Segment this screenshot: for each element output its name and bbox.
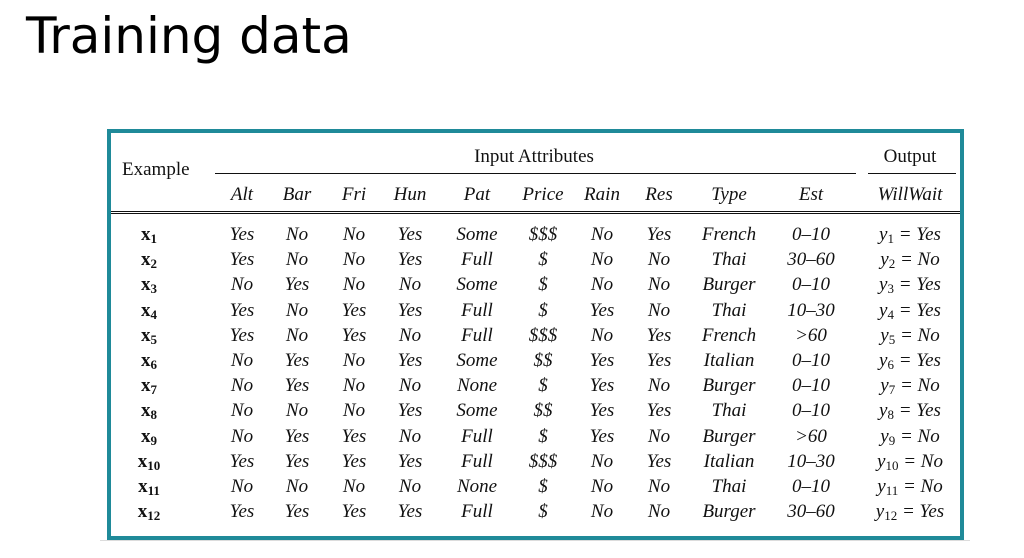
cell-pat: Some (456, 274, 498, 295)
example-index: 4 (150, 307, 157, 322)
cell-rain: No (590, 274, 614, 295)
cell-fri: No (342, 375, 366, 396)
example-variable: x (141, 249, 151, 270)
cell-pat: Some (456, 350, 498, 371)
example-label (141, 325, 157, 347)
example-index: 11 (147, 483, 160, 498)
cell-res: No (647, 501, 671, 522)
cell-rain: Yes (589, 400, 615, 421)
output-variable: y (877, 476, 886, 497)
output-value: = No (895, 375, 940, 396)
cell-pat: Some (456, 400, 498, 421)
output-value: = Yes (893, 400, 941, 421)
output-cell (879, 300, 941, 322)
cell-res: Yes (646, 350, 672, 371)
output-cell (876, 501, 944, 523)
example-index: 6 (150, 357, 157, 372)
cell-res: No (647, 249, 671, 270)
cell-alt: Yes (229, 501, 255, 522)
cell-res: No (647, 476, 671, 497)
output-index: 3 (887, 281, 894, 296)
cell-hun: Yes (397, 501, 423, 522)
output-index: 1 (887, 231, 894, 246)
output-cell (879, 274, 941, 296)
cell-rain: No (590, 476, 614, 497)
cell-fri: No (342, 274, 366, 295)
output-variable: y (879, 274, 888, 295)
cell-fri: No (342, 224, 366, 245)
output-index: 2 (888, 256, 896, 271)
example-variable: x (138, 476, 148, 497)
output-cell (879, 350, 941, 372)
output-value: = No (895, 249, 940, 270)
cell-rain: Yes (589, 350, 615, 371)
output-index: 5 (888, 332, 896, 347)
cell-pat: None (456, 375, 498, 396)
cell-hun: Yes (397, 300, 423, 321)
example-label (141, 350, 157, 372)
cell-type: Italian (703, 451, 755, 472)
output-index: 11 (885, 483, 899, 498)
example-index: 10 (147, 458, 161, 473)
output-cell (880, 426, 939, 448)
cell-fri: No (342, 350, 366, 371)
cell-fri: Yes (341, 325, 367, 346)
cell-est: 10–30 (787, 451, 835, 472)
cell-hun: No (398, 325, 422, 346)
example-index: 5 (150, 332, 157, 347)
output-cell (877, 476, 942, 498)
cell-bar: Yes (284, 350, 310, 371)
output-value: = No (898, 476, 943, 497)
cell-bar: Yes (284, 501, 310, 522)
output-rule (868, 173, 956, 174)
output-variable: y (880, 249, 889, 270)
example-index: 12 (147, 508, 161, 523)
output-variable: y (877, 451, 886, 472)
cell-type: Thai (711, 249, 747, 270)
cell-pat: Full (461, 426, 493, 447)
cell-hun: Yes (397, 400, 423, 421)
cell-fri: Yes (341, 300, 367, 321)
cell-bar: Yes (284, 274, 310, 295)
cell-hun: Yes (397, 451, 423, 472)
example-label (141, 400, 157, 422)
cell-alt: Yes (229, 451, 255, 472)
output-variable: y (880, 325, 889, 346)
cell-rain: No (590, 249, 614, 270)
training-data-table (107, 129, 964, 540)
attribute-header-res: Res (645, 184, 673, 205)
cell-price: $ (538, 375, 548, 396)
cell-alt: No (230, 400, 254, 421)
example-variable: x (141, 350, 151, 371)
cell-fri: Yes (341, 501, 367, 522)
cell-rain: No (590, 325, 614, 346)
output-value: = No (898, 451, 943, 472)
cell-pat: None (456, 476, 498, 497)
example-index: 9 (150, 433, 157, 448)
cell-type: Thai (711, 300, 747, 321)
example-index: 3 (150, 281, 157, 296)
example-variable: x (141, 300, 151, 321)
cell-type: French (701, 325, 757, 346)
cell-est: 0–10 (792, 274, 830, 295)
example-label (141, 249, 157, 271)
example-label (138, 476, 160, 498)
cell-type: Italian (703, 350, 755, 371)
cell-bar: Yes (284, 426, 310, 447)
example-label (141, 300, 157, 322)
cell-fri: No (342, 476, 366, 497)
output-variable: y (879, 400, 888, 421)
output-cell (879, 224, 941, 246)
cell-type: Burger (702, 501, 756, 522)
cell-hun: No (398, 426, 422, 447)
output-value: = Yes (897, 501, 945, 522)
cell-res: Yes (646, 400, 672, 421)
cell-bar: No (285, 476, 309, 497)
cell-rain: No (590, 501, 614, 522)
cell-alt: No (230, 350, 254, 371)
cell-type: Burger (702, 274, 756, 295)
output-value: = Yes (893, 300, 941, 321)
output-variable: y (875, 501, 885, 522)
cell-alt: Yes (229, 300, 255, 321)
output-index: 8 (887, 407, 894, 422)
cell-est: 0–10 (792, 375, 830, 396)
cell-alt: No (230, 274, 254, 295)
example-index: 2 (150, 256, 157, 271)
input-attributes-header: Input Attributes (474, 146, 594, 167)
output-index: 9 (888, 433, 896, 448)
cell-type: Burger (702, 426, 756, 447)
example-label (141, 426, 157, 448)
cell-type: Thai (711, 400, 747, 421)
attribute-header-hun: Hun (393, 184, 427, 205)
cell-alt: No (230, 375, 254, 396)
output-variable: y (880, 426, 889, 447)
attribute-header-rain: Rain (584, 184, 620, 205)
cell-alt: Yes (229, 224, 255, 245)
cell-price: $ (538, 300, 548, 321)
example-variable: x (141, 224, 151, 245)
cell-est: 10–30 (787, 300, 835, 321)
cell-type: French (701, 224, 757, 245)
attribute-header-est: Est (798, 184, 824, 205)
cell-bar: Yes (284, 375, 310, 396)
output-variable: y (879, 300, 888, 321)
cell-type: Burger (702, 375, 756, 396)
attribute-header-bar: Bar (282, 184, 312, 205)
cell-bar: No (285, 400, 309, 421)
output-cell (880, 325, 939, 347)
output-cell (880, 375, 939, 397)
cell-pat: Full (461, 300, 493, 321)
cell-hun: No (398, 274, 422, 295)
cell-hun: Yes (397, 249, 423, 270)
cell-est: >60 (795, 426, 827, 447)
example-header: Example (122, 159, 190, 180)
example-variable: x (141, 400, 151, 421)
output-variable: y (879, 350, 888, 371)
cell-bar: No (285, 300, 309, 321)
cell-bar: No (285, 325, 309, 346)
cell-price: $ (538, 249, 548, 270)
output-index: 12 (884, 508, 898, 523)
cell-est: 0–10 (792, 400, 830, 421)
cell-rain: No (590, 451, 614, 472)
cell-fri: Yes (341, 451, 367, 472)
example-variable: x (137, 501, 148, 522)
example-variable: x (141, 375, 151, 396)
cell-price: $$$ (528, 451, 558, 472)
output-value: = Yes (893, 224, 941, 245)
cell-res: No (647, 426, 671, 447)
example-label (138, 501, 161, 523)
cell-price: $$$ (528, 325, 558, 346)
example-index: 7 (150, 382, 157, 397)
slide-title: Training data (26, 7, 352, 65)
example-label (141, 274, 157, 296)
output-variable: y (880, 375, 889, 396)
cell-res: No (647, 375, 671, 396)
example-variable: x (141, 274, 151, 295)
output-cell (880, 249, 939, 271)
cell-price: $$$ (528, 224, 558, 245)
cell-alt: No (230, 426, 254, 447)
attribute-header-pat: Pat (463, 184, 491, 205)
cell-fri: No (342, 400, 366, 421)
cell-est: 0–10 (792, 476, 830, 497)
cell-rain: Yes (589, 375, 615, 396)
cell-type: Thai (711, 476, 747, 497)
header-rule-bottom (111, 213, 960, 214)
cell-bar: No (285, 249, 309, 270)
cell-pat: Full (461, 451, 493, 472)
cell-hun: Yes (397, 350, 423, 371)
output-value: = No (895, 426, 940, 447)
cell-pat: Some (456, 224, 498, 245)
cell-price: $ (538, 426, 548, 447)
example-variable: x (141, 325, 151, 346)
example-label (141, 375, 157, 397)
cell-res: No (647, 274, 671, 295)
output-cell (877, 451, 943, 473)
example-variable: x (141, 426, 151, 447)
cell-est: >60 (795, 325, 827, 346)
cell-pat: Full (461, 325, 493, 346)
cell-price: $$ (533, 350, 553, 371)
cell-est: 0–10 (792, 350, 830, 371)
cell-rain: No (590, 224, 614, 245)
cell-res: Yes (646, 325, 672, 346)
cell-price: $ (538, 274, 548, 295)
cell-price: $ (538, 476, 548, 497)
output-value: = Yes (893, 274, 941, 295)
cell-fri: No (342, 249, 366, 270)
attribute-header-alt: Alt (230, 184, 254, 205)
example-label (138, 451, 161, 473)
example-variable: x (137, 451, 148, 472)
output-index: 10 (885, 458, 899, 473)
cell-res: No (647, 300, 671, 321)
cell-hun: No (398, 375, 422, 396)
cell-pat: Full (461, 501, 493, 522)
cell-price: $$ (533, 400, 553, 421)
output-cell (879, 400, 941, 422)
bottom-divider (100, 540, 970, 541)
cell-pat: Full (461, 249, 493, 270)
cell-res: Yes (646, 224, 672, 245)
input-attributes-rule (215, 173, 856, 174)
output-variable: y (879, 224, 888, 245)
cell-hun: Yes (397, 224, 423, 245)
cell-hun: No (398, 476, 422, 497)
cell-alt: No (230, 476, 254, 497)
cell-fri: Yes (341, 426, 367, 447)
cell-rain: Yes (589, 426, 615, 447)
cell-bar: No (285, 224, 309, 245)
header-rule-top (111, 211, 960, 212)
cell-res: Yes (646, 451, 672, 472)
cell-est: 30–60 (787, 501, 835, 522)
output-index: 4 (887, 307, 894, 322)
cell-alt: Yes (229, 249, 255, 270)
output-index: 6 (887, 357, 894, 372)
willwait-header: WillWait (877, 184, 943, 205)
attribute-header-fri: Fri (341, 184, 367, 205)
example-index: 1 (150, 231, 157, 246)
cell-bar: Yes (284, 451, 310, 472)
cell-rain: Yes (589, 300, 615, 321)
example-index: 8 (150, 407, 157, 422)
cell-est: 30–60 (787, 249, 835, 270)
cell-est: 0–10 (792, 224, 830, 245)
output-value: = No (895, 325, 940, 346)
attribute-header-type: Type (711, 184, 747, 205)
output-value: = Yes (893, 350, 941, 371)
output-index: 7 (888, 382, 896, 397)
cell-price: $ (538, 501, 548, 522)
attribute-header-price: Price (522, 184, 564, 205)
example-label (141, 224, 157, 246)
output-header: Output (883, 146, 937, 167)
cell-alt: Yes (229, 325, 255, 346)
